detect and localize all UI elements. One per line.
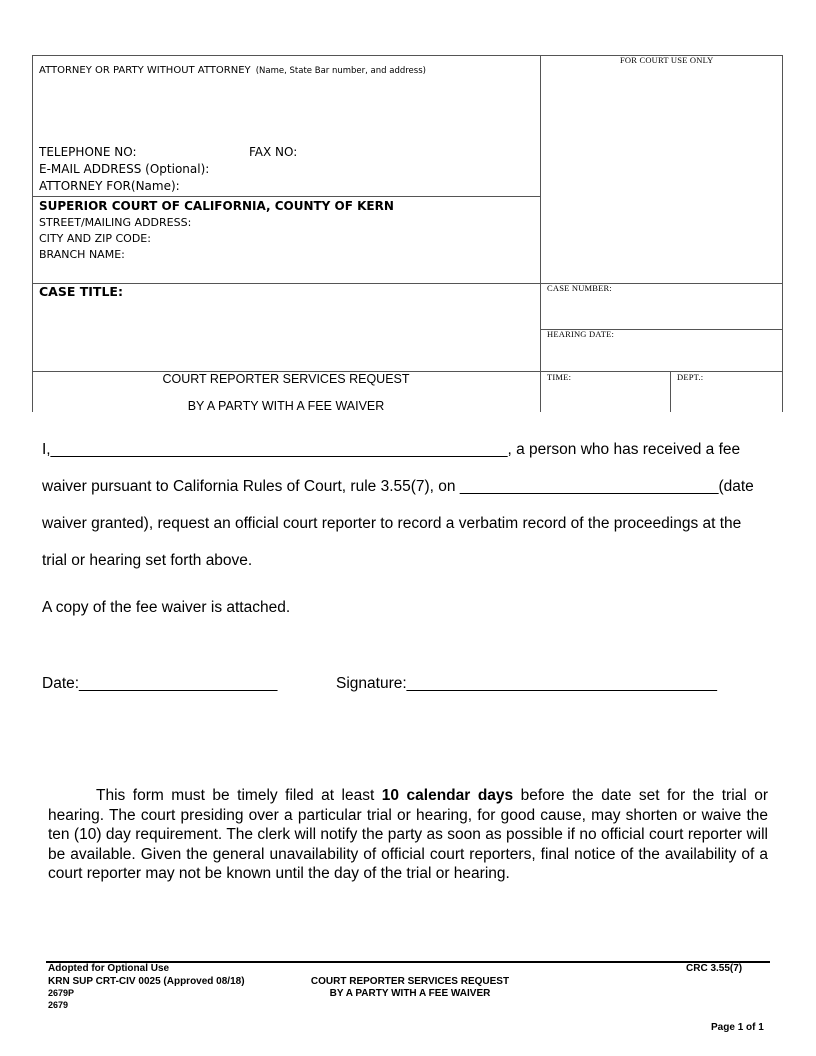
divider-court bbox=[32, 196, 540, 197]
request-line-4: trial or hearing set forth above. bbox=[42, 552, 253, 569]
request-line-2: waiver pursuant to California Rules of Court, rule 3.55(7), on ______________________________(date bbox=[42, 478, 754, 495]
filing-notice bbox=[48, 786, 768, 884]
request-line-1: I,_____________________________________________________, a person who has received a fee bbox=[42, 441, 741, 458]
page-total: 1 bbox=[758, 1022, 764, 1033]
footer-code-2: 2679 bbox=[48, 1000, 69, 1010]
footer-title-1: COURT REPORTER SERVICES REQUEST bbox=[310, 976, 510, 987]
footer-title-2: BY A PARTY WITH A FEE WAIVER bbox=[329, 988, 491, 999]
box-right-border bbox=[782, 55, 783, 412]
copy-attached-statement: A copy of the fee waiver is attached. bbox=[42, 599, 291, 616]
page-of: of bbox=[743, 1022, 759, 1033]
branch-label: BRANCH NAME: bbox=[39, 248, 125, 261]
email-label: E-MAIL ADDRESS (Optional): bbox=[39, 162, 210, 176]
notice-part-2: before the date set for the trial or hearing. The court presiding over a particular trial or hearing, for good cause, may shorten or waive the ten (10) day requirement. The clerk will notify the party as soon as possible if no official court reporter will be available. Given the general unavailability of official court reporters, final notice of the availability of a court reporter may not be known until the day of the trial or hearing. bbox=[48, 787, 768, 882]
case-title-label: CASE TITLE: bbox=[39, 284, 123, 299]
notice-part-1: This form must be timely filed at least bbox=[96, 787, 382, 804]
attorney-sublabel: (Name, State Bar number, and address) bbox=[255, 66, 426, 76]
signature-field: Signature:____________________________________ bbox=[336, 675, 717, 692]
attorney-label: ATTORNEY OR PARTY WITHOUT ATTORNEY bbox=[39, 65, 251, 76]
time-label: TIME: bbox=[547, 372, 572, 382]
attorney-label-row bbox=[39, 58, 426, 77]
notice-bold-days: 10 calendar days bbox=[381, 787, 514, 804]
court-use-label: FOR COURT USE ONLY bbox=[620, 55, 714, 65]
divider-time-dept bbox=[670, 371, 671, 412]
page-number: 1 bbox=[737, 1022, 744, 1033]
street-label: STREET/MAILING ADDRESS: bbox=[39, 216, 192, 229]
divider-case-title bbox=[32, 283, 782, 284]
page-indicator bbox=[711, 1022, 764, 1033]
footer-rule-citation: CRC 3.55(7) bbox=[686, 963, 743, 974]
footer-form-id: KRN SUP CRT-CIV 0025 (Approved 08/18) bbox=[48, 976, 245, 987]
footer-code-1: 2679P bbox=[48, 988, 75, 998]
request-line-3: waiver granted), request an official court reporter to record a verbatim record of the proceedings at the bbox=[42, 515, 742, 532]
dept-label: DEPT.: bbox=[677, 372, 704, 382]
form-title-line2: BY A PARTY WITH A FEE WAIVER bbox=[187, 399, 385, 413]
form-title-line1: COURT REPORTER SERVICES REQUEST bbox=[162, 372, 410, 386]
court-name: SUPERIOR COURT OF CALIFORNIA, COUNTY OF KERN bbox=[39, 199, 394, 213]
case-number-label: CASE NUMBER: bbox=[547, 283, 612, 293]
city-label: CITY AND ZIP CODE: bbox=[39, 232, 151, 245]
fax-label: FAX NO: bbox=[249, 145, 298, 159]
hearing-date-label: HEARING DATE: bbox=[547, 329, 615, 339]
box-left-border bbox=[32, 55, 33, 412]
date-field: Date:_______________________ bbox=[42, 675, 278, 692]
page-prefix: Page bbox=[711, 1022, 738, 1033]
attorney-for-label: ATTORNEY FOR(Name): bbox=[39, 179, 180, 193]
box-center-divider bbox=[540, 55, 541, 412]
telephone-label: TELEPHONE NO: bbox=[39, 145, 137, 159]
footer-adopted: Adopted for Optional Use bbox=[48, 963, 170, 974]
